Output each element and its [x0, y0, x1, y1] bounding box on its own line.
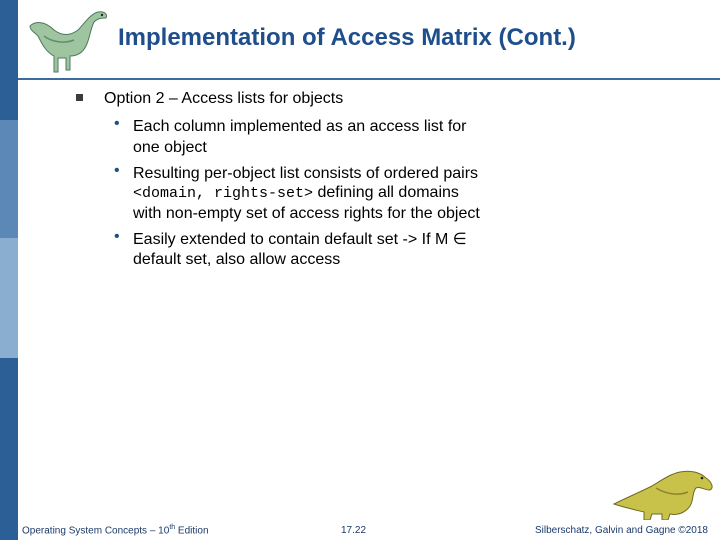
sub-bullet-3-line-2: default set, also allow access [133, 251, 341, 268]
sub-bullet-2-line-1: Resulting per-object list consists of ordered pairs [133, 165, 479, 182]
sidebar-stripe [0, 0, 18, 540]
sub-bullet-2-line-3: with non-empty set of access rights for the object [133, 205, 480, 222]
dot-bullet-icon: • [114, 115, 120, 132]
dot-bullet-icon: • [114, 228, 120, 245]
footer-authors: Silberschatz, Galvin and Gagne ©2018 [534, 525, 708, 536]
main-bullet-text: Option 2 – Access lists for objects [104, 90, 344, 107]
footer-slide-number: 17.22 [341, 525, 367, 536]
slide-title: Implementation of Access Matrix (Cont.) [118, 24, 576, 51]
dot-bullet-icon: • [114, 162, 120, 179]
sub-bullet-2-line-2 [133, 182, 459, 204]
sub-bullet-1-line-2: one object [133, 139, 207, 156]
sub-bullet-2-line-2-rest: defining all domains [313, 184, 459, 201]
code-pair: <domain, rights-set> [133, 185, 314, 202]
footer-edition-label: Edition [175, 525, 209, 536]
square-bullet-icon [76, 94, 83, 101]
dinosaur-bottom-icon [612, 464, 716, 520]
footer-edition-sup: th [169, 523, 176, 531]
sub-bullet-3-line-1: Easily extended to contain default set -> If M ∈ [133, 231, 467, 248]
sub-bullet-1-line-1: Each column implemented as an access list for [133, 118, 467, 135]
dinosaur-top-icon [24, 6, 114, 74]
footer-book-title-text: Operating System Concepts – 10 [22, 525, 170, 536]
footer-book-title [22, 524, 209, 536]
title-divider [18, 78, 720, 80]
